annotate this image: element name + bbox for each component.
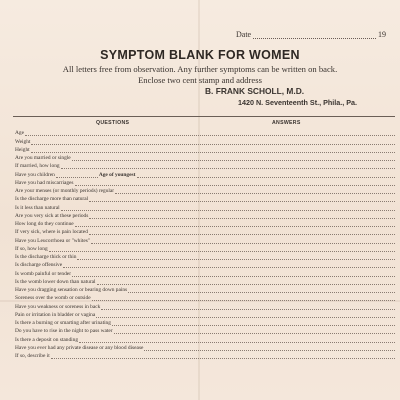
question-text: If married, how long — [15, 163, 60, 170]
doctor-name: B. FRANK SCHOLL, M.D. — [205, 86, 305, 96]
answer-blank[interactable] — [77, 255, 395, 260]
question-row[interactable] — [15, 343, 395, 351]
year-prefix: 19 — [378, 30, 386, 39]
question-text: How long do they continue — [15, 221, 74, 227]
question-row[interactable] — [15, 293, 395, 301]
question-row[interactable] — [15, 334, 395, 342]
question-row[interactable] — [15, 285, 395, 293]
sub-question-text: Age of youngest — [98, 171, 136, 178]
answer-blank[interactable] — [25, 131, 395, 136]
answer-blank[interactable] — [56, 173, 98, 178]
answer-blank[interactable] — [97, 280, 395, 285]
question-text: If so, how long — [15, 245, 48, 252]
answer-blank[interactable] — [31, 140, 395, 145]
question-row[interactable] — [15, 227, 395, 235]
header-divider — [13, 116, 395, 117]
answer-blank[interactable] — [63, 263, 395, 268]
question-row[interactable] — [15, 310, 395, 318]
answer-blank[interactable] — [101, 305, 395, 310]
answer-blank[interactable] — [115, 189, 395, 194]
question-row[interactable] — [15, 235, 395, 243]
question-text: Are your menses (or monthly periods) regular — [15, 188, 115, 194]
question-text: Are you married or single — [15, 155, 71, 161]
date-blank[interactable] — [253, 31, 376, 39]
question-text: Is womb painful or tender — [15, 270, 71, 277]
answer-blank[interactable] — [114, 329, 395, 334]
questions-column-header: QUESTIONS — [96, 120, 130, 126]
question-text: Is discharge offensive — [15, 262, 63, 269]
answer-blank[interactable] — [75, 222, 395, 227]
question-text: Is it less than natural — [15, 204, 60, 211]
question-row[interactable] — [15, 351, 395, 359]
question-row[interactable] — [15, 194, 395, 202]
answer-blank[interactable] — [72, 272, 395, 277]
question-row[interactable] — [15, 161, 395, 169]
question-row[interactable] — [15, 136, 395, 144]
doctor-address: 1420 N. Seventeenth St., Phila., Pa. — [238, 98, 358, 107]
question-row[interactable] — [15, 252, 395, 260]
answer-blank[interactable] — [79, 338, 395, 343]
question-text: Is there a deposit on standing — [15, 336, 79, 343]
question-text: Is the discharge more than natural — [15, 196, 89, 203]
answer-blank[interactable] — [89, 230, 395, 235]
form-title: SYMPTOM BLANK FOR WOMEN — [100, 48, 300, 62]
question-text: Have you ever had any private disease or any blood disease — [15, 344, 144, 351]
date-label: Date — [236, 30, 252, 39]
answer-blank[interactable] — [128, 288, 395, 293]
answer-blank[interactable] — [61, 164, 395, 169]
answer-blank[interactable] — [89, 197, 395, 202]
answer-blank[interactable] — [112, 321, 395, 326]
answer-blank[interactable] — [51, 354, 395, 359]
question-text: Soreness over the womb or outside — [15, 295, 91, 302]
question-row[interactable] — [15, 301, 395, 309]
question-text: Is the discharge thick or thin — [15, 254, 77, 260]
question-row[interactable] — [15, 178, 395, 186]
instructions-line: All letters free from observation. Any further symptoms can be written on back. — [62, 64, 338, 74]
question-text: Have you weakness or soreness in back — [15, 303, 101, 310]
question-row[interactable] — [15, 145, 395, 153]
date-field[interactable] — [236, 30, 386, 39]
question-text: Pain or irritation in bladder or vagina — [15, 311, 96, 318]
question-row[interactable] — [15, 277, 395, 285]
question-list — [15, 128, 395, 359]
question-row[interactable] — [15, 268, 395, 276]
question-text: Weight — [15, 138, 31, 145]
answer-blank[interactable] — [89, 214, 395, 219]
question-text: Is there a burning or smarting after urinating — [15, 320, 111, 326]
question-row[interactable] — [15, 260, 395, 268]
question-row[interactable] — [15, 244, 395, 252]
answer-blank[interactable] — [92, 296, 395, 301]
question-text: Is the womb lower down than natural — [15, 278, 96, 285]
question-text: Have you dragging sensation or bearing down pains — [15, 287, 128, 293]
question-row[interactable] — [15, 186, 395, 194]
question-row[interactable] — [15, 202, 395, 210]
answer-blank[interactable] — [137, 173, 395, 178]
answers-column-header: ANSWERS — [272, 120, 301, 126]
question-row[interactable] — [15, 169, 395, 177]
answer-blank[interactable] — [96, 313, 395, 318]
question-text: Have you had miscarriages — [15, 179, 74, 186]
stamp-instructions-line: Enclose two cent stamp and address — [138, 75, 262, 85]
question-text: Do you have to rise in the night to pass water — [15, 328, 113, 335]
question-row[interactable] — [15, 128, 395, 136]
answer-blank[interactable] — [91, 239, 395, 244]
answer-blank[interactable] — [61, 206, 395, 211]
question-text: Height — [15, 146, 30, 153]
question-row[interactable] — [15, 153, 395, 161]
question-row[interactable] — [15, 318, 395, 326]
answer-blank[interactable] — [31, 148, 395, 153]
question-text: Are you very sick at these periods — [15, 212, 89, 219]
question-row[interactable] — [15, 211, 395, 219]
question-text: If so, describe it — [15, 353, 50, 359]
answer-blank[interactable] — [144, 346, 395, 351]
question-row[interactable] — [15, 219, 395, 227]
question-text: If very sick, where is pain located — [15, 229, 88, 236]
answer-blank[interactable] — [72, 156, 395, 161]
question-text: Have you children — [15, 171, 55, 178]
question-text: Age — [15, 130, 24, 137]
answer-blank[interactable] — [75, 181, 395, 186]
answer-blank[interactable] — [49, 247, 395, 252]
question-row[interactable] — [15, 326, 395, 334]
question-text: Have you Leucorrhoea or "whites" — [15, 237, 91, 244]
